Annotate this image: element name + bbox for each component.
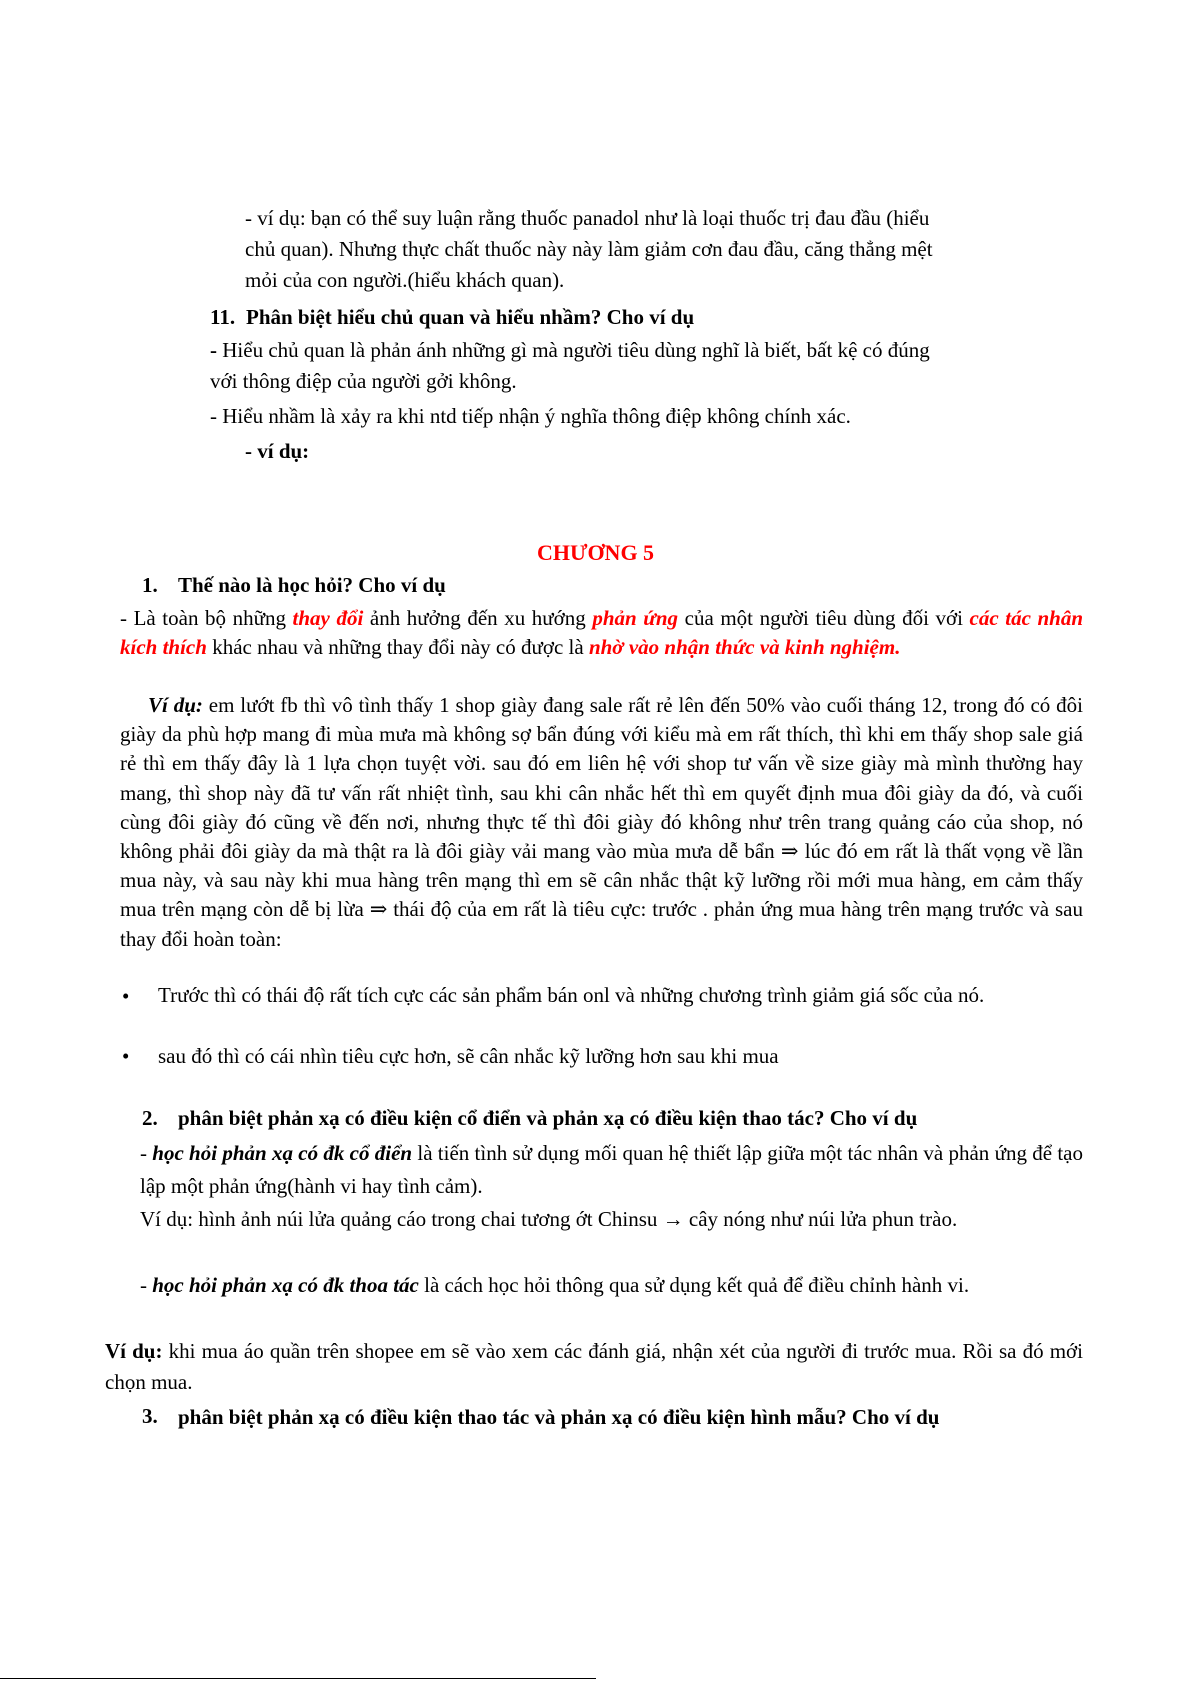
q11-example-label: - ví dụ: bbox=[245, 439, 310, 463]
c5q2-point-a bbox=[140, 1137, 1083, 1203]
q11-number: 11. bbox=[210, 305, 236, 329]
c5q2-point-b bbox=[140, 1269, 1083, 1302]
c5q3-title: phân biệt phản xạ có điều kiện thao tác và phản xạ có điều kiện hình mẫu? Cho ví dụ bbox=[178, 1405, 940, 1429]
c5q1-example bbox=[120, 691, 1083, 954]
def-highlight: phản ứng bbox=[592, 606, 679, 630]
def-text: - Là toàn bộ những bbox=[120, 606, 293, 630]
c5q3-number: 3. bbox=[142, 1404, 158, 1428]
term: học hỏi phản xạ có đk thoa tác bbox=[152, 1273, 419, 1297]
q11-paragraph-1 bbox=[210, 335, 1083, 397]
example-line-3: mỏi của con người.(hiểu khách quan). bbox=[245, 268, 565, 292]
dash: - bbox=[140, 1141, 153, 1165]
term: học hỏi phản xạ có đk cổ điển bbox=[152, 1141, 413, 1165]
example-line-1: - ví dụ: bạn có thể suy luận rằng thuốc panadol như là loại thuốc trị đau đầu (hiểu bbox=[245, 206, 930, 230]
bullet-dot-icon: • bbox=[122, 984, 130, 1008]
dash: - bbox=[140, 1273, 153, 1297]
chapter-title: CHƯƠNG 5 bbox=[536, 540, 655, 565]
def-highlight: thay đổi bbox=[292, 606, 364, 630]
def-text: ảnh hưởng đến xu hướng bbox=[363, 606, 593, 630]
c5q1-definition bbox=[120, 604, 1083, 662]
bullet-text: Trước thì có thái độ rất tích cực các sản phẩm bán onl và những chương trình giảm giá sốc của nó. bbox=[158, 983, 985, 1007]
c5q2-point-a-example: Ví dụ: hình ảnh núi lửa quảng cáo trong chai tương ớt Chinsu → cây nóng như núi lửa phun trào. bbox=[140, 1207, 958, 1231]
c5q2-title: phân biệt phản xạ có điều kiện cổ điển và phản xạ có điều kiện thao tác? Cho ví dụ bbox=[178, 1106, 918, 1130]
c5q3-heading bbox=[142, 1401, 1083, 1433]
bullet-item bbox=[0, 981, 1191, 1041]
c5q2-number: 2. bbox=[142, 1106, 158, 1130]
example-text: khi mua áo quần trên shopee em sẽ vào xem các đánh giá, nhận xét của người đi trước mua. Rồi sa đó mới chọn mua. bbox=[105, 1339, 1083, 1394]
c5q2-heading bbox=[142, 1103, 1092, 1134]
example-text: em lướt fb thì vô tình thấy 1 shop giày đang sale rất rẻ lên đến 50% vào cuối tháng 12, trong đó có đôi giày da phù hợp mang đi mùa mưa mà không sợ bẩn đúng với kiểu mà em rất thích, thì khi em thấy shop sale giá rẻ thì em thấy đây là 1 lựa chọn tuyệt vời. sau đó em liên hệ với shop tư vấn về size giày mà mình thường hay mang, thì shop này đã tư vấn rất nhiệt tình, sau khi cân nhắc hết thì em quyết định mua đôi giày da đó, và cuối cùng đôi giày đó cũng về đến nơi, nhưng thực tế thì đôi giày đó không như trên trang quảng cáo của shop, nó không phải đôi giày da mà thật ra là đôi giày vải mang vào mùa mưa dễ bẩn ⇒ lúc đó em rất là thất vọng về lần mua này, và sau này khi mua hàng trên mạng thì em sẽ cân nhắc thật kỹ lưỡng rồi mới mua hàng, em cảm thấy mua trên mạng còn dễ bị lừa ⇒ thái độ của em rất là tiêu cực: trước . phản ứng mua hàng trên mạng trước và sau thay đổi hoàn toàn: bbox=[120, 693, 1084, 951]
q11-paragraph-2: - Hiểu nhầm là xảy ra khi ntd tiếp nhận ý nghĩa thông điệp không chính xác. bbox=[210, 404, 851, 428]
term-definition: là tiến tình sử dụng mối quan hệ thiết lập giữa một tác nhân và phản ứng để tạo lập một phản ứng(hành vi hay tình cảm). bbox=[140, 1141, 1083, 1198]
c5q1-heading bbox=[142, 570, 1042, 601]
def-text: khác nhau và những thay đổi này có được là bbox=[206, 635, 589, 659]
example-label: Ví dụ: bbox=[105, 1339, 163, 1363]
c5q1-title: Thế nào là học hỏi? Cho ví dụ bbox=[178, 573, 446, 597]
def-highlight: nhờ vào nhận thức và kinh nghiệm. bbox=[588, 635, 901, 659]
footer-rule bbox=[0, 1678, 596, 1679]
term-definition: là cách học hỏi thông qua sử dụng kết quả để điều chỉnh hành vi. bbox=[418, 1273, 970, 1297]
example-label: Ví dụ: bbox=[148, 693, 203, 717]
c5q2-example bbox=[105, 1336, 1083, 1398]
q11-heading bbox=[210, 302, 1090, 333]
c5q1-number: 1. bbox=[142, 573, 158, 597]
bullet-dot-icon: • bbox=[122, 1044, 130, 1068]
q11-p1-line1: Hiểu chủ quan là phản ánh những gì mà người tiêu dùng nghĩ là biết, bất kệ có đúng bbox=[222, 338, 930, 362]
c5q1-bullet-list bbox=[0, 981, 1191, 1071]
q11-p1-line2: với thông điệp của người gởi không. bbox=[210, 369, 517, 393]
example-line-2: chủ quan). Nhưng thực chất thuốc này này làm giảm cơn đau đầu, căng thẳng mệt bbox=[245, 237, 933, 261]
q11-p1-dash: - bbox=[210, 338, 217, 362]
bullet-text: sau đó thì có cái nhìn tiêu cực hơn, sẽ cân nhắc kỹ lưỡng hơn sau khi mua bbox=[158, 1044, 779, 1068]
def-text: của một người tiêu dùng đối với bbox=[678, 606, 970, 630]
def-highlight: các tác nhân kích thích bbox=[120, 606, 1083, 659]
section10-example bbox=[245, 203, 1083, 296]
q11-title: Phân biệt hiểu chủ quan và hiểu nhầm? Cho ví dụ bbox=[246, 305, 695, 329]
bullet-item bbox=[0, 1041, 1191, 1071]
